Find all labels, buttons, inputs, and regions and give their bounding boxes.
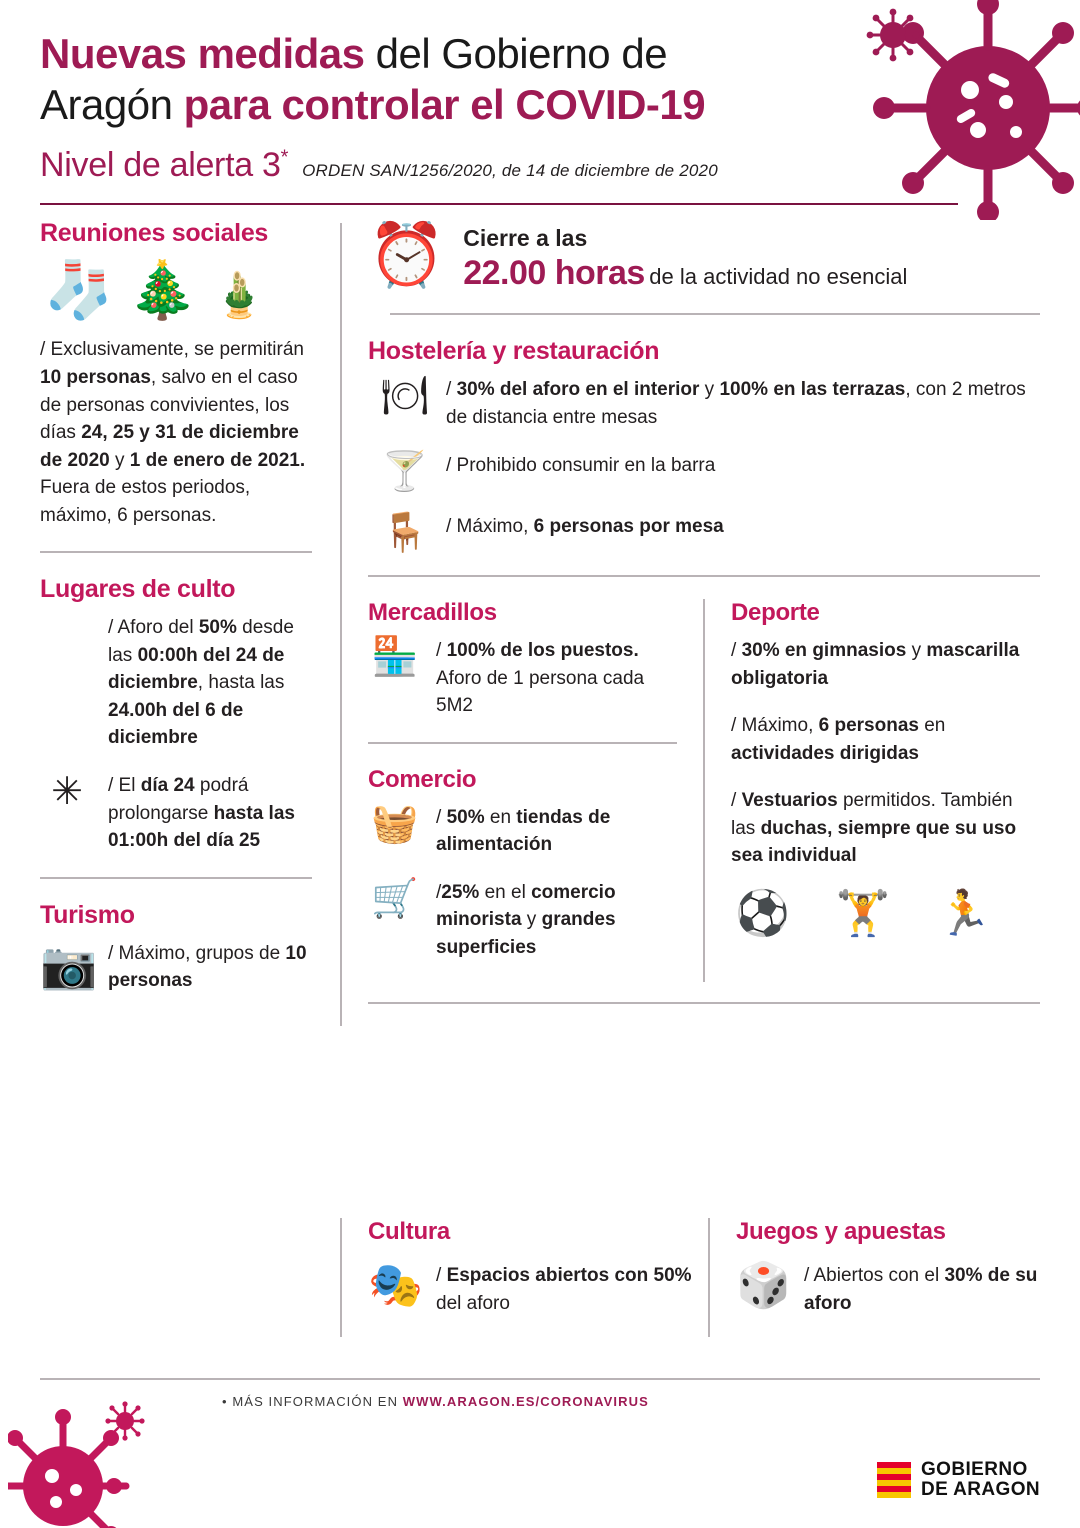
weightlifter-icon: 🏋 xyxy=(835,888,891,938)
virus-small-bottom-icon xyxy=(104,1400,146,1442)
aragon-flag-icon xyxy=(877,1462,911,1498)
gobierno-de-aragon-logo xyxy=(877,1460,1040,1500)
footer-bullet: • xyxy=(222,1394,228,1409)
section-heading-deporte: Deporte xyxy=(731,599,820,627)
bottom-sections-row xyxy=(40,1218,1040,1337)
page-title xyxy=(40,28,870,130)
band-left-column xyxy=(368,599,677,981)
footer xyxy=(0,1378,1080,1528)
section-heading-reuniones-sociales: Reuniones sociales xyxy=(40,219,269,248)
worship-item-2-text: / El día 24 podrá prolongarse hasta las 01:00h del día 25 xyxy=(108,775,295,852)
hosteleria-items xyxy=(368,376,1040,555)
right-divider-3 xyxy=(368,1002,1040,1004)
juegos-text: / Abiertos con el 30% de su aforo xyxy=(804,1265,1038,1314)
mercadillos-text: / 100% de los puestos. Aforo de 1 persona cada 5M2 xyxy=(436,640,645,717)
hosteleria-item-1 xyxy=(378,376,1040,431)
deporte-item-2: / Máximo, 6 personas en actividades dirigidas xyxy=(731,715,946,764)
footer-info-prefix: MÁS INFORMACIÓN EN xyxy=(232,1394,403,1409)
title-part-3: Aragón xyxy=(40,81,184,129)
section-heading-comercio: Comercio xyxy=(368,765,477,793)
shopping-cart-icon: 🛒 xyxy=(371,877,419,920)
right-divider-1 xyxy=(390,313,1040,315)
band-divider-1 xyxy=(368,742,677,744)
cultura-text: / Espacios abiertos con 50% del aforo xyxy=(436,1265,692,1314)
soccer-ball-icon: ⚽ xyxy=(735,888,790,938)
footer-info xyxy=(222,1394,1080,1409)
social-icons xyxy=(44,258,318,322)
section-heading-hosteleria: Hostelería y restauración xyxy=(368,337,660,366)
section-heading-lugares-de-culto: Lugares de culto xyxy=(40,575,236,604)
tourism-item xyxy=(40,940,318,995)
closing-rest: de la actividad no esencial xyxy=(649,264,908,290)
right-divider-2 xyxy=(368,575,1040,577)
basket-icon: 🧺 xyxy=(371,802,419,845)
camera-icon: 📷 xyxy=(40,938,98,991)
band-right-column xyxy=(731,599,1040,981)
orden-reference: ORDEN SAN/1256/2020, de 14 de diciembre de 2020 xyxy=(302,161,718,181)
juegos-item xyxy=(736,1262,1040,1317)
cultura-block xyxy=(342,1218,708,1337)
deporte-item-3: / Vestuarios permitidos. También las duchas, siempre que su uso sea individual xyxy=(731,790,1017,867)
hosteleria-item-3-text: / Máximo, 6 personas por mesa xyxy=(446,516,724,538)
section-heading-mercadillos: Mercadillos xyxy=(368,599,497,627)
section-heading-juegos: Juegos y apuestas xyxy=(736,1218,946,1245)
alert-level-asterisk: * xyxy=(280,147,289,170)
closing-time-block xyxy=(368,221,1040,293)
mercadillos-item xyxy=(368,637,677,720)
closing-hours: 22.00 horas xyxy=(463,254,645,293)
left-divider-1 xyxy=(40,551,312,553)
deporte-item-1: / 30% en gimnasios y mascarilla obligatoria xyxy=(731,640,1020,689)
comercio-item-1-text: / 50% en tiendas de alimentación xyxy=(436,806,611,856)
gobierno-line2: DE ARAGON xyxy=(920,1479,1040,1501)
hosteleria-item-2 xyxy=(378,452,1040,494)
cocktail-icon: 🍸 xyxy=(381,450,429,493)
sock-icon: 🧦 xyxy=(44,258,114,322)
star-icon: ✳ xyxy=(51,771,83,814)
hosteleria-item-2-text: / Prohibido consumir en la barra xyxy=(446,454,716,476)
footer-divider xyxy=(40,1378,1040,1380)
hosteleria-item-1-text: / 30% del aforo en el interior y 100% en las terrazas, con 2 metros de distancia entre mesas xyxy=(446,379,1026,429)
juegos-block xyxy=(710,1218,1040,1337)
title-part-4: para controlar el COVID-19 xyxy=(183,81,706,129)
alert-level xyxy=(40,146,288,185)
worship-item-1 xyxy=(40,614,318,752)
cultura-item xyxy=(368,1262,708,1317)
dice-icon: 🎲 xyxy=(736,1261,791,1310)
left-column xyxy=(40,219,340,1025)
comercio-item-2-text: /25% en el comercio minorista y grandes superficies xyxy=(436,881,616,958)
virus-small-icon xyxy=(866,8,920,62)
alert-level-text: Nivel de alerta 3 xyxy=(40,146,281,185)
deporte-icons xyxy=(735,888,1040,938)
section-heading-cultura: Cultura xyxy=(368,1218,450,1245)
closing-text xyxy=(463,225,907,293)
bottom-spacer xyxy=(40,1218,340,1337)
theater-masks-icon: 🎭 xyxy=(368,1261,423,1310)
closing-line1: Cierre a las xyxy=(463,225,588,252)
header xyxy=(0,0,1080,185)
middle-band xyxy=(368,599,1040,981)
title-part-1: Nuevas medidas xyxy=(40,30,365,77)
table-chairs-icon: 🪑 xyxy=(381,512,429,555)
left-divider-2 xyxy=(40,877,312,879)
gobierno-line1: GOBIERNO xyxy=(920,1459,1028,1481)
footer-url[interactable]: WWW.ARAGON.ES/CORONAVIRUS xyxy=(402,1394,649,1409)
right-column xyxy=(342,219,1040,1025)
comercio-item-1 xyxy=(368,804,677,859)
runner-icon: 🏃 xyxy=(936,888,992,938)
food-cover-icon: 🍽 xyxy=(380,375,430,418)
worship-item-1-text: / Aforo del 50% desde las 00:00h del 24 de diciembre, hasta las 24.00h del 6 de diciembre xyxy=(108,617,294,749)
ornament-icon: 🎍 xyxy=(211,271,267,321)
market-stall-icon: 🏪 xyxy=(371,636,419,679)
header-divider xyxy=(40,203,958,205)
tourism-text: / Máximo, grupos de 10 personas xyxy=(108,942,307,992)
comercio-item-2 xyxy=(368,879,677,962)
vertical-divider-band xyxy=(703,599,705,981)
gobierno-text xyxy=(921,1460,1040,1500)
worship-item-2 xyxy=(40,772,318,855)
section-heading-turismo: Turismo xyxy=(40,900,135,929)
hosteleria-item-3 xyxy=(378,513,1040,555)
content-area xyxy=(40,219,1040,1025)
alarm-clock-icon: ⏰ xyxy=(368,221,446,291)
christmas-tree-icon: 🎄 xyxy=(127,258,198,322)
title-part-2: del Gobierno de xyxy=(364,30,668,77)
social-text: / Exclusivamente, se permitirán 10 personas, salvo en el caso de personas convivientes, los días 24, 25 y 31 de diciembre de 2020 y 1 de enero de 2021. Fuera de estos periodos, máximo, 6 personas. xyxy=(40,339,306,526)
closing-line2 xyxy=(463,254,907,293)
